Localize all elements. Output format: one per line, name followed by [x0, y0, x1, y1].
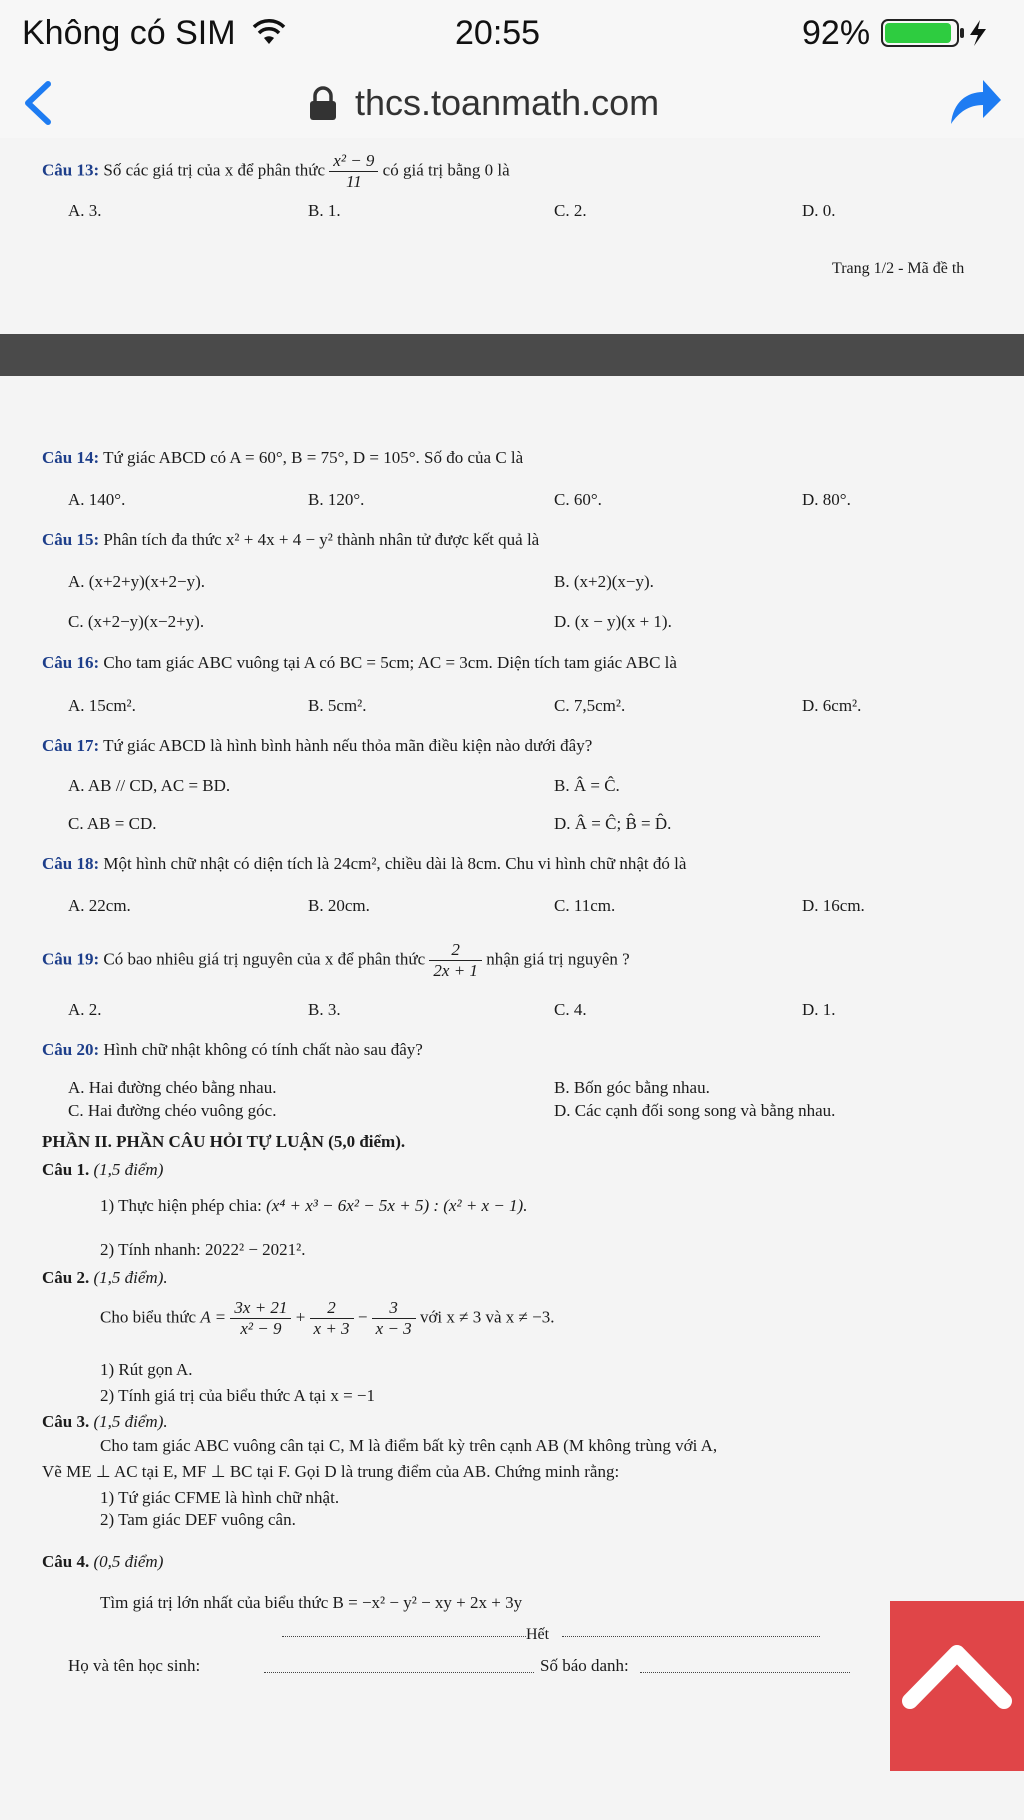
question-20: Câu 20: Hình chữ nhật không có tính chất nào sau đây?	[42, 1040, 423, 1059]
page-separator	[0, 334, 1024, 376]
essay-2-header: Câu 2. (1,5 điểm).	[42, 1268, 168, 1287]
question-18: Câu 18: Một hình chữ nhật có diện tích là 24cm², chiều dài là 8cm. Chu vi hình chữ nhật đó là	[42, 854, 687, 873]
option-15b[interactable]: B. (x+2)(x−y).	[554, 572, 654, 591]
divider-left	[282, 1636, 526, 1637]
option-14a[interactable]: A. 140°.	[68, 490, 126, 509]
end-marker: Hết	[526, 1626, 550, 1643]
option-14c[interactable]: C. 60°.	[554, 490, 602, 509]
option-18c[interactable]: C. 11cm.	[554, 896, 616, 915]
essay-1-part2: 2) Tính nhanh: 2022² − 2021².	[100, 1240, 306, 1259]
browser-toolbar	[0, 66, 1024, 138]
essay-1-header: Câu 1. (1,5 điểm)	[42, 1160, 164, 1179]
student-id-field	[640, 1672, 850, 1673]
option-15a[interactable]: A. (x+2+y)(x+2−y).	[68, 572, 206, 591]
option-20a[interactable]: A. Hai đường chéo bằng nhau.	[68, 1078, 277, 1097]
essay-2-expression: Cho biểu thức A = $\frac{3x + 21}{\text{x² − 9}}$ + $\frac{2}{x + 3}$ − $\frac{3}{x - 3}$ với x ≠ 3 và x ≠ −3.	[100, 1298, 555, 1338]
option-16a[interactable]: A. 15cm².	[68, 696, 136, 715]
option-16d[interactable]: D. 6cm².	[802, 696, 862, 715]
question-14: Câu 14: Tứ giác ABCD có A = 60°, B = 75°, D = 105°. Số đo của C là	[42, 448, 524, 467]
option-17a[interactable]: A. AB // CD, AC = BD.	[68, 776, 231, 795]
option-16c[interactable]: C. 7,5cm².	[554, 696, 626, 715]
url-text[interactable]: thcs.toanmath.com	[355, 82, 660, 123]
option-13b[interactable]: B. 1.	[308, 201, 341, 220]
option-17c[interactable]: C. AB = CD.	[68, 814, 157, 833]
student-name-label: Họ và tên học sinh:	[68, 1656, 201, 1675]
essay-3-part1: 1) Tứ giác CFME là hình chữ nhật.	[100, 1488, 340, 1507]
document-page	[0, 138, 1024, 1820]
essay-3-part2: 2) Tam giác DEF vuông cân.	[100, 1510, 296, 1529]
divider-right	[562, 1636, 820, 1637]
option-20c[interactable]: C. Hai đường chéo vuông góc.	[68, 1101, 277, 1120]
question-17: Câu 17: Tứ giác ABCD là hình bình hành nếu thỏa mãn điều kiện nào dưới đây?	[42, 736, 593, 755]
option-16b[interactable]: B. 5cm².	[308, 696, 367, 715]
question-15: Câu 15: Phân tích đa thức x² + 4x + 4 − y² thành nhân tử được kết quả là	[42, 530, 540, 549]
option-20d[interactable]: D. Các cạnh đối song song và bằng nhau.	[554, 1101, 836, 1120]
option-20b[interactable]: B. Bốn góc bằng nhau.	[554, 1078, 710, 1097]
question-19: Câu 19: Có bao nhiêu giá trị nguyên của x để phân thức $\frac{2}{2x + 1}$ nhận giá trị nguyên ?	[42, 940, 630, 980]
essay-4-text: Tìm giá trị lớn nhất của biểu thức B = −x² − y² − xy + 2x + 3y	[100, 1593, 523, 1612]
essay-3-line1: Cho tam giác ABC vuông cân tại C, M là điểm bất kỳ trên cạnh AB (M không trùng với A,	[100, 1436, 718, 1455]
battery-icon	[880, 18, 1020, 48]
back-arrow-icon[interactable]	[18, 78, 58, 128]
option-13c[interactable]: C. 2.	[554, 201, 587, 220]
option-15d[interactable]: D. (x − y)(x + 1).	[554, 612, 672, 631]
option-19d[interactable]: D. 1.	[802, 1000, 836, 1019]
option-17d[interactable]: D. Â = Ĉ; B̂ = D̂.	[554, 814, 672, 833]
page-footer: Trang 1/2 - Mã đề th	[832, 260, 965, 277]
chevron-up-icon	[890, 1601, 1024, 1771]
essay-4-header: Câu 4. (0,5 điểm)	[42, 1552, 164, 1571]
option-13d[interactable]: D. 0.	[802, 201, 836, 220]
essay-2-part1: 1) Rút gọn A.	[100, 1360, 193, 1379]
clock: 20:55	[455, 14, 541, 52]
option-14b[interactable]: B. 120°.	[308, 490, 365, 509]
scroll-to-top-button[interactable]	[890, 1601, 1024, 1771]
option-18d[interactable]: D. 16cm.	[802, 896, 865, 915]
essay-3-line2: Vẽ ME ⊥ AC tại E, MF ⊥ BC tại F. Gọi D là trung điểm của AB. Chứng minh rằng:	[42, 1462, 620, 1481]
option-15c[interactable]: C. (x+2−y)(x−2+y).	[68, 612, 205, 631]
option-17b[interactable]: B. Â = Ĉ.	[554, 776, 620, 795]
option-19a[interactable]: A. 2.	[68, 1000, 102, 1019]
status-bar	[0, 0, 1024, 66]
option-19b[interactable]: B. 3.	[308, 1000, 341, 1019]
option-14d[interactable]: D. 80°.	[802, 490, 851, 509]
option-19c[interactable]: C. 4.	[554, 1000, 587, 1019]
essay-1-part1: 1) Thực hiện phép chia: (x⁴ + x³ − 6x² − 5x + 5) : (x² + x − 1).	[100, 1196, 528, 1215]
option-13a[interactable]: A. 3.	[68, 201, 102, 220]
question-16: Câu 16: Cho tam giác ABC vuông tại A có BC = 5cm; AC = 3cm. Diện tích tam giác ABC là	[42, 653, 677, 672]
lock-icon	[308, 86, 338, 122]
essay-2-part2: 2) Tính giá trị của biểu thức A tại x = −1	[100, 1386, 375, 1405]
student-id-label: Số báo danh:	[540, 1656, 629, 1675]
part2-title: PHẦN II. PHẦN CÂU HỎI TỰ LUẬN (5,0 điểm).	[42, 1132, 406, 1151]
student-name-field	[264, 1672, 534, 1673]
share-arrow-icon[interactable]	[945, 72, 1005, 132]
essay-3-header: Câu 3. (1,5 điểm).	[42, 1412, 168, 1431]
option-18b[interactable]: B. 20cm.	[308, 896, 370, 915]
wifi-icon	[252, 18, 286, 46]
option-18a[interactable]: A. 22cm.	[68, 896, 131, 915]
carrier-label: Không có SIM	[22, 14, 236, 52]
battery-percent: 92%	[802, 14, 871, 52]
question-13: Câu 13: Số các giá trị của x để phân thức $\frac{\text{x² − 9}}{11}$ có giá trị bằng 0 là	[42, 151, 510, 191]
